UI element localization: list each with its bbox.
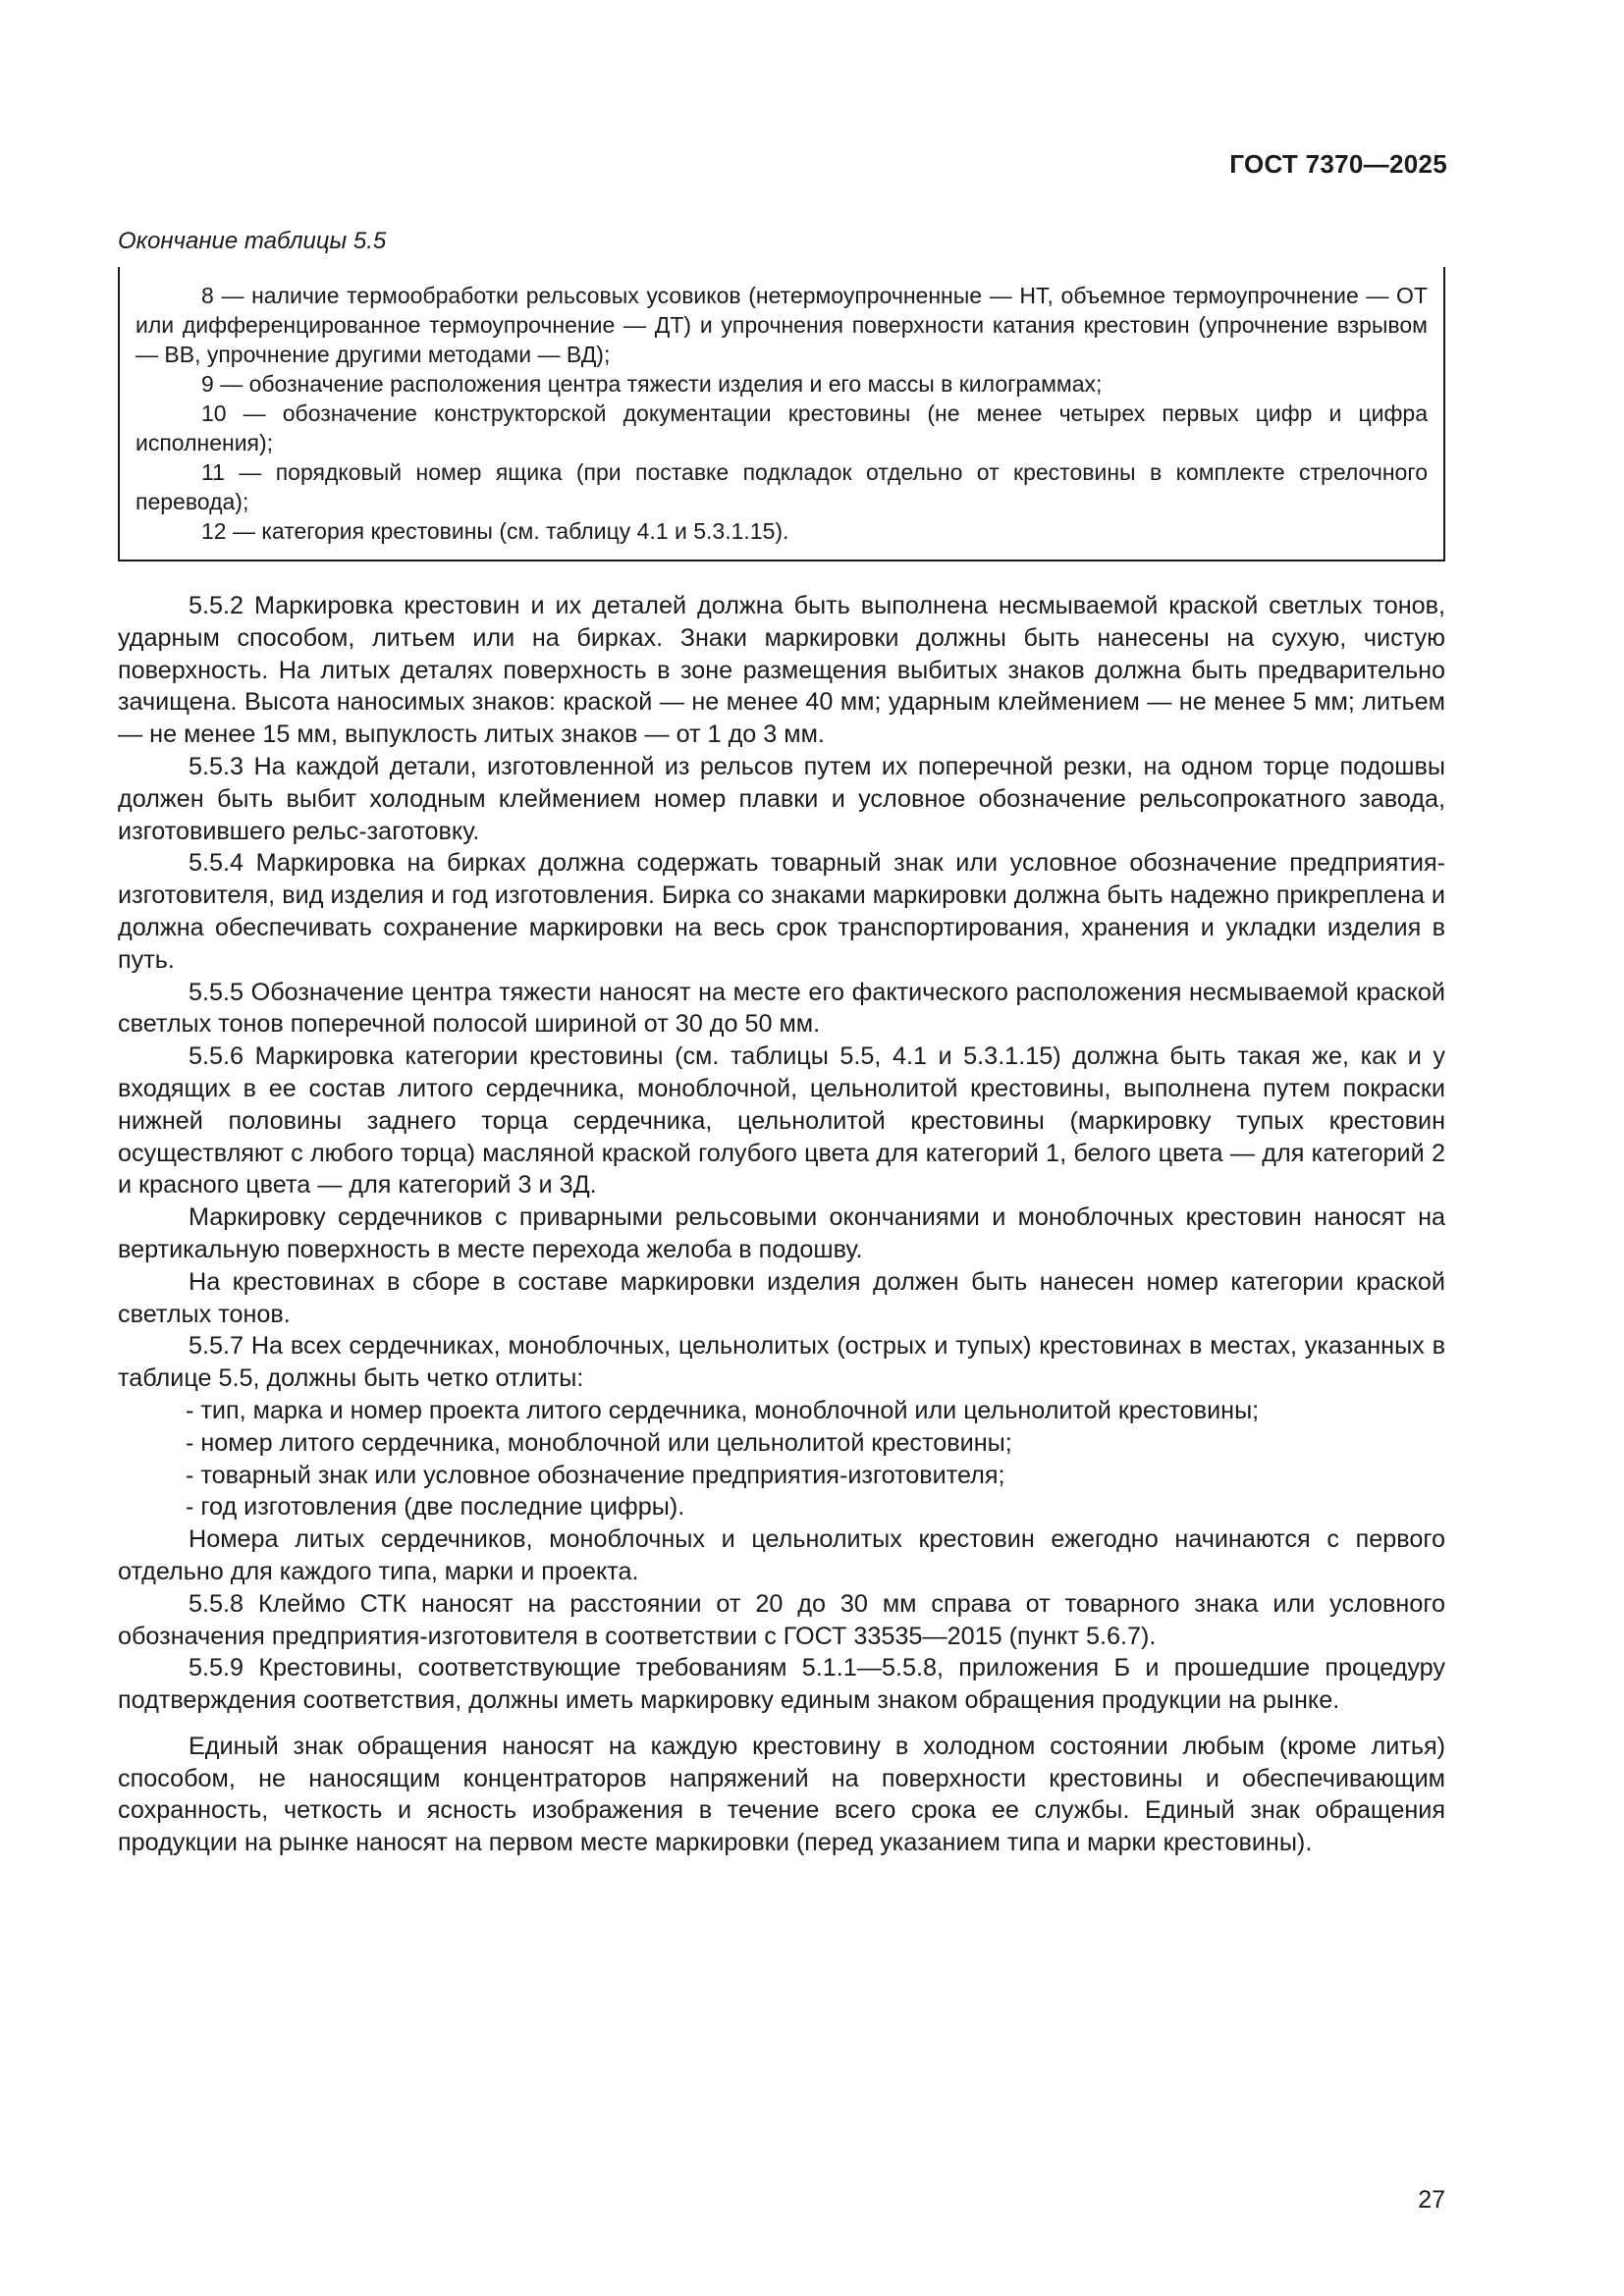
paragraph: Единый знак обращения наносят на каждую крестовину в холодном состоянии любым (кроме литья) способом, не наносящим концентраторов напряжений на поверхности крестовины и обеспечивающим сохранность, четкость и ясность изображения в течение всего срока ее службы. Единый знак обращения продукции на рынке наносят на первом месте маркировки (перед указанием типа и марки крестовины). [118,1732,1445,1857]
table-note: 9 — обозначение расположения центра тяжести изделия и его массы в килограммах; [201,371,1103,397]
document-code-header: ГОСТ 7370—2025 [1229,149,1447,179]
paragraph-5-5-6: 5.5.6 Маркировка категории крестовины (см. таблицы 5.5, 4.1 и 5.3.1.15) должна быть такая же, как и у входящих в ее состав литого сердечника, моноблочной, цельнолитой крестовины, выполнена путем покраски нижней половины заднего торца сердечника, цельнолитой крестовины (маркировку тупых крестовин осуществляют с любого торца) масляной краской голубого цвета для категорий 1, белого цвета — для категорий 2 и красного цвета — для категорий 3 и 3Д. [118,1042,1445,1200]
paragraph: На крестовинах в сборе в составе маркировки изделия должен быть нанесен номер категории краской светлых тонов. [118,1267,1445,1328]
body-text [118,590,1445,1859]
page-number: 27 [1418,2186,1445,2214]
paragraph-5-5-3: 5.5.3 На каждой детали, изготовленной из рельсов путем их поперечной резки, на одном торце подошвы должен быть выбит холодным клеймением номер плавки и условное обозначение рельсопрокатного завода, изготовившего рельс-заготовку. [118,752,1445,845]
list-item: - товарный знак или условное обозначение предприятия-изготовителя; [186,1461,1005,1489]
list-item: - тип, марка и номер проекта литого сердечника, моноблочной или цельнолитой крестовины; [186,1396,1260,1424]
table-notes-box [118,267,1445,561]
paragraph-5-5-5: 5.5.5 Обозначение центра тяжести наносят на месте его фактического расположения несмываемой краской светлых тонов поперечной полосой шириной от 30 до 50 мм. [118,978,1445,1039]
table-note: 10 — обозначение конструкторской документации крестовины (не менее четырех первых цифр и цифра исполнения); [135,400,1428,455]
list-item: - год изготовления (две последние цифры). [186,1493,685,1522]
paragraph-5-5-2: 5.5.2 Маркировка крестовин и их деталей должна быть выполнена несмываемой краской светлых тонов, ударным способом, литьем или на бирках. Знаки маркировки должны быть нанесены на сухую, чистую поверхность. На литых деталях поверхность в зоне размещения выбитых знаков должна быть предварительно зачищена. Высота наносимых знаков: краской — не менее 40 мм; ударным клеймением — не менее 5 мм; литьем — не менее 15 мм, выпуклость литых знаков — от 1 до 3 мм. [118,592,1445,749]
paragraph-5-5-8: 5.5.8 Клеймо СТК наносят на расстоянии от 20 до 30 мм справа от товарного знака или условного обозначения предприятия-изготовителя в соответствии с ГОСТ 33535—2015 (пункт 5.6.7). [118,1589,1445,1650]
paragraph-5-5-9: 5.5.9 Крестовины, соответствующие требованиям 5.1.1—5.5.8, приложения Б и прошедшие процедуру подтверждения соответствия, должны иметь маркировку единым знаком обращения продукции на рынке. [118,1654,1445,1715]
paragraph: Маркировку сердечников с приварными рельсовыми окончаниями и моноблочных крестовин наносят на вертикальную поверхность в месте перехода желоба в подошву. [118,1203,1445,1263]
table-note: 11 — порядковый номер ящика (при поставке подкладок отдельно от крестовины в комплекте стрелочного перевода); [135,459,1428,514]
table-note: 8 — наличие термообработки рельсовых усовиков (нетермоупрочненные — НТ, объемное термоупрочнение — ОТ или дифференцированное термоупрочнение — ДТ) и упрочнения поверхности катания крестовин (упрочнение взрывом — ВВ, упрочнение другими методами — ВД); [135,283,1428,367]
list-item: - номер литого сердечника, моноблочной или цельнолитой крестовины; [186,1428,1012,1457]
table-continuation-caption: Окончание таблицы 5.5 [118,228,387,254]
paragraph-5-5-7: 5.5.7 На всех сердечниках, моноблочных, цельнолитых (острых и тупых) крестовинах в местах, указанных в таблице 5.5, должны быть четко отлиты: [118,1332,1445,1393]
table-note: 12 — категория крестовины (см. таблицу 4.1 и 5.3.1.15). [201,518,789,544]
paragraph: Номера литых сердечников, моноблочных и цельнолитых крестовин ежегодно начинаются с первого отдельно для каждого типа, марки и проекта. [118,1525,1445,1585]
paragraph-5-5-4: 5.5.4 Маркировка на бирках должна содержать товарный знак или условное обозначение предприятия-изготовителя, вид изделия и год изготовления. Бирка со знаками маркировки должна быть надежно прикреплена и должна обеспечивать сохранение маркировки на весь срок транспортирования, хранения и укладки изделия в путь. [118,849,1445,974]
